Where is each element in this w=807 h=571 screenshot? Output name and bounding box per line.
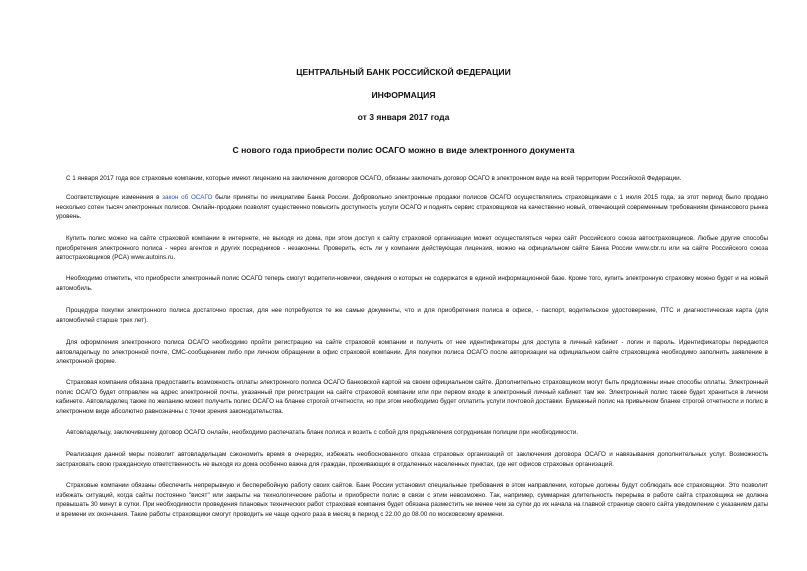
org-title: ЦЕНТРАЛЬНЫЙ БАНК РОССИЙСКОЙ ФЕДЕРАЦИИ (296, 67, 511, 77)
law-link[interactable]: закон об ОСАГО (162, 194, 213, 201)
paragraph-2-lead: Соответствующие изменения в (66, 194, 163, 201)
paragraph-5: Процедура покупки электронного полиса достаточно простая, для нее потребуются те же самые документы, что и для приобретения полиса в офисе, - паспорт, водительское удостоверение, ПТС и диагностическая карта (для автомобилей старше трех лет). (56, 307, 768, 324)
document-type: ИНФОРМАЦИЯ (371, 90, 436, 100)
paragraph-9: Реализация данной меры позволит автовладельцам сэкономить время в очередях, избежать необоснованного отказа страховых организаций от заключения договора ОСАГО и навязывания дополнительных услуг. Возможность застраховать свою гражданскую ответственность не выходя из дома особенно важна для граждан, проживающих в отдаленных населенных пунктах, где нет офисов страховых организаций. (56, 451, 768, 468)
paragraph-8: Автовладельцу, заключившему договор ОСАГО онлайн, необходимо распечатать бланк полиса и возить с собой для предъявления сотрудникам полиции при необходимости. (66, 429, 579, 436)
document-date: от 3 января 2017 года (357, 112, 450, 122)
paragraph-7: Страховая компания обязана предоставить возможность оплаты электронного полиса ОСАГО банковской картой на своем официальном сайте. Дополнительно страховщиком могут быть предложены иные способы оплаты. Электронный полис ОСАГО будет отправлен на адрес электронной почты, указанный при регистрации на сайте страховой компании или при первом входе в электронный личный кабинет там же. Электронный полис также будет храниться в личном кабинете. Автовладелец также по желанию может получить полис ОСАГО на бланке строгой отчетности, но при этом необходимо будет оплатить услуги почтовой доставки. Бумажный полис на привычном бланке строгой отчетности и полис в электронном виде абсолютно равнозначны с точки зрения законодательства. (56, 379, 768, 415)
paragraph-6: Для оформления электронного полиса ОСАГО необходимо пройти регистрацию на сайте страховой компании и получить от нее идентификаторы для доступа в личный кабинет - логин и пароль. Идентификаторы передаются автовладельцу по электронной почте, СМС-сообщением либо при личном обращении в офис страховой компании. Для покупки полиса ОСАГО после авторизации на официальном сайте страховщика необходимо заполнить заявление в электронной форме. (56, 339, 768, 366)
paragraph-2 (56, 193, 768, 222)
paragraph-1: С 1 января 2017 года все страховые компании, которые имеют лицензию на заключение договоров ОСАГО, обязаны заключать договор ОСАГО в электронном виде на всей территории Российской Федерации. (66, 175, 682, 182)
paragraph-3: Купить полис можно на сайте страховой компании в интернете, не выходя из дома, при этом доступ к сайту страховой организации может осуществляться через сайт Российского союза автостраховщиков. Любые другие способы приобретения электронного полиса - через агентов и других посредников - незаконны. Проверить, есть ли у компании действующая лицензия, можно на официальном сайте Банка России www.cbr.ru или на сайте Российского союза автостраховщиков (РСА) www.autoins.ru. (56, 235, 768, 262)
paragraph-4: Необходимо отметить, что приобрести электронный полис ОСАГО теперь смогут водители-новички, сведения о которых не содержатся в единой информационной базе. Кроме того, купить электронную страховку можно будет и на новый автомобиль. (56, 275, 768, 292)
paragraph-2-rest: были приняты по инициативе Банка России. Добровольно электронные продажи полисов ОСАГО осуществлялись страховщиками с 1 июля 2015 года, за этот период было продано несколько сотен тысяч электронных полисов. Онлайн-продажи позволят существенно повысить доступность услуги ОСАГО и поднять сервис страховщиков на качественно новый, отвечающий современным требованиям финансового рынка уровень. (56, 194, 769, 221)
paragraph-10: Страховые компании обязаны обеспечить непрерывную и бесперебойную работу своих сайтов. Банк России установил специальные требования в этом направлении, которые должны будут соблюдать все страховщики. Это позволит избежать ситуаций, когда сайты постоянно "висят" или закрыты на технологические работы и приобрести полис в связи с этим невозможно. Так, например, суммарная длительность перерыва в работе сайта страховщика не должна превышать 30 минут в сутки. При необходимости проведения плановых технических работ страховая компания будет обязана разместить не менее чем за сутки до их начала на главной странице своего сайта уведомление с указанием даты и времени их окончания. Такие работы страховщики смогут проводить не чаще одного раза в месяц в период с 22.00 до 08.00 по московскому времени. (56, 482, 768, 518)
headline: С нового года приобрести полис ОСАГО можно в виде электронного документа (232, 145, 575, 155)
